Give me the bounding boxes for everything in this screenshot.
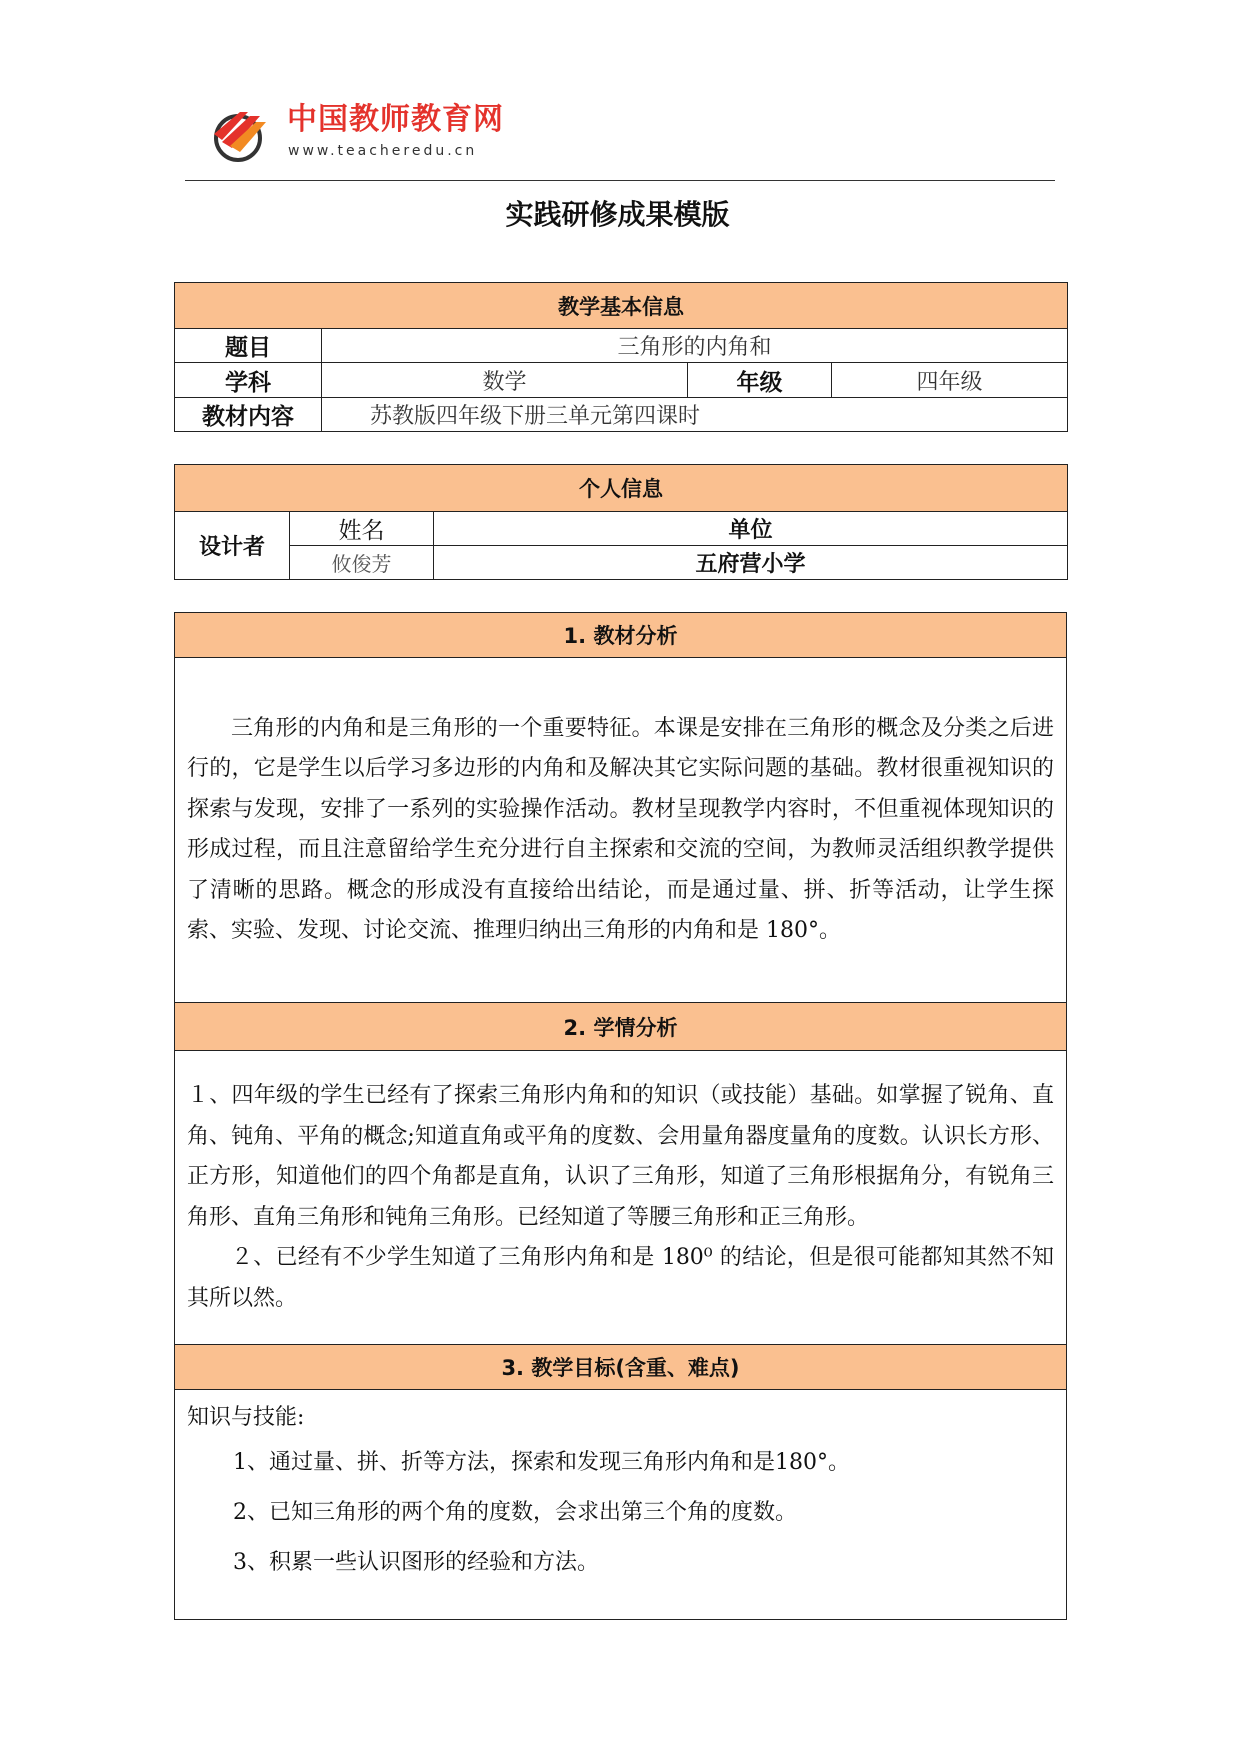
designer-label: 设计者 <box>175 512 290 580</box>
material-value: 苏教版四年级下册三单元第四课时 <box>322 398 1068 432</box>
brand-name: 中国教师教育网 <box>287 102 504 137</box>
student-analysis-paragraph-1: １、四年级的学生已经有了探索三角形内角和的知识（或技能）基础。如掌握了锐角、直角、钝角、平角的概念;知道直角或平角的度数、会用量角器度量角的度数。认识长方形、正方形，知道他们的四个角都是直角，认识了三角形，知道了三角形根据角分，有锐角三角形、直角三角形和钝角三角形。已经知道了等腰三角形和正三角形。 <box>187 1083 1054 1230</box>
student-analysis-text <box>175 1051 1067 1345</box>
header-divider <box>185 180 1055 181</box>
topic-label: 题目 <box>175 329 322 363</box>
document-title: 实践研修成果模版 <box>505 198 730 231</box>
unit-label: 单位 <box>434 512 1068 546</box>
material-analysis-text <box>175 658 1067 1003</box>
section-heading-teaching-goals: 3. 教学目标(含重、难点) <box>175 1345 1067 1390</box>
teacheredu-logo-icon <box>210 104 270 164</box>
goal-item: 1、通过量、拼、折等方法，探索和发现三角形内角和是180°。 <box>233 1450 850 1475</box>
material-analysis-paragraph: 三角形的内角和是三角形的一个重要特征。本课是安排在三角形的概念及分类之后进行的，它是学生以后学习多边形的内角和及解决其它实际问题的基础。教材很重视知识的探索与发现，安排了一系列的实验操作活动。教材呈现教学内容时，不但重视体现知识的形成过程，而且注意留给学生充分进行自主探索和交流的空间，为教师灵活组织教学提供了清晰的思路。概念的形成没有直接给出结论，而是通过量、拼、折等活动，让学生探索、实验、发现、讨论交流、推理归纳出三角形的内角和是 180°。 <box>187 715 1054 943</box>
goal-item: 2、已知三角形的两个角的度数，会求出第三个角的度数。 <box>233 1500 797 1525</box>
brand-url: www.teacheredu.cn <box>288 143 478 159</box>
personal-info-table <box>174 464 1068 580</box>
teaching-goals-text <box>175 1390 1067 1620</box>
goal-item: 3、积累一些认识图形的经验和方法。 <box>233 1550 599 1575</box>
unit-value: 五府营小学 <box>434 546 1068 580</box>
section-heading-student-analysis: 2. 学情分析 <box>175 1003 1067 1051</box>
name-value: 攸俊芳 <box>290 546 434 580</box>
subject-label: 学科 <box>175 363 322 398</box>
material-label: 教材内容 <box>175 398 322 432</box>
topic-value: 三角形的内角和 <box>322 329 1068 363</box>
section-heading-material-analysis: 1. 教材分析 <box>175 613 1067 658</box>
personal-info-heading: 个人信息 <box>175 465 1068 512</box>
grade-label: 年级 <box>688 363 832 398</box>
student-analysis-paragraph-2: ２、已经有不少学生知道了三角形内角和是 180⁰ 的结论，但是很可能都知其然不知其所以然。 <box>187 1245 1054 1311</box>
subject-value: 数学 <box>322 363 688 398</box>
grade-value: 四年级 <box>832 363 1068 398</box>
lesson-sections-table <box>174 612 1067 1620</box>
name-label: 姓名 <box>290 512 434 546</box>
basic-info-table <box>174 282 1068 432</box>
goals-subheading: 知识与技能: <box>187 1405 305 1430</box>
basic-info-heading: 教学基本信息 <box>175 283 1068 329</box>
